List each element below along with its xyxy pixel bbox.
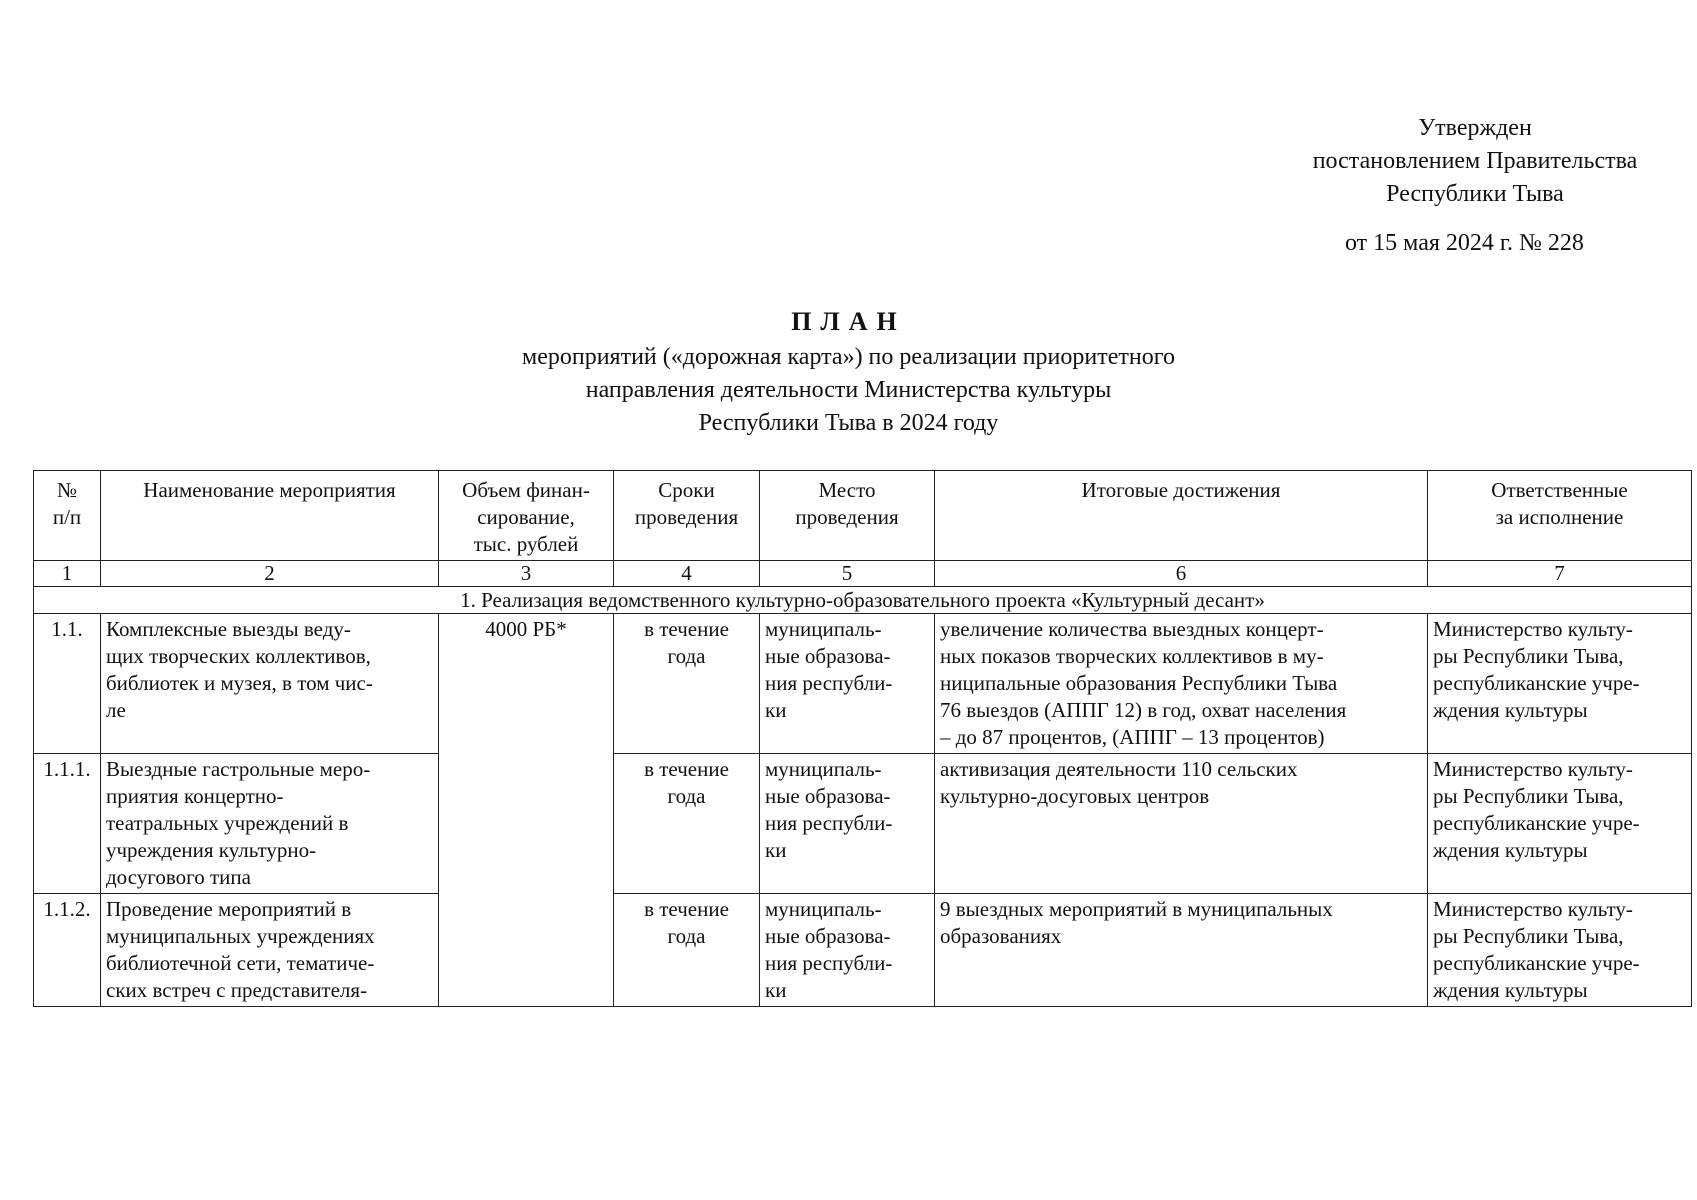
cell-line: тыс. рублей	[473, 532, 579, 556]
cell-line: сирование,	[477, 505, 575, 529]
cell-line: Комплексные выезды веду-	[106, 617, 351, 641]
cell-line: в течение	[644, 897, 729, 921]
column-number: 7	[1428, 561, 1692, 587]
row-responsible	[1428, 894, 1692, 1007]
cell-line: ния республи-	[765, 951, 893, 975]
cell-line: щих творческих коллективов,	[106, 644, 371, 668]
cell-line: учреждения культурно-	[106, 838, 317, 862]
cell-line: года	[667, 924, 706, 948]
cell-line: за исполнение	[1495, 505, 1624, 529]
cell-line: ры Республики Тыва,	[1433, 924, 1624, 948]
cell-line: муниципаль-	[765, 757, 882, 781]
cell-line: досугового типа	[106, 865, 251, 889]
cell-line: приятия концертно-	[106, 784, 284, 808]
cell-line: образованиях	[940, 924, 1062, 948]
table-row	[34, 614, 1692, 754]
section-row	[34, 587, 1692, 614]
header-place	[760, 471, 935, 561]
subtitle-line: Республики Тыва в 2024 году	[698, 410, 999, 436]
cell-line: ждения культуры	[1433, 838, 1588, 862]
cell-line: ры Республики Тыва,	[1433, 784, 1624, 808]
row-name	[101, 754, 439, 894]
cell-line: библиотек и музея, в том чис-	[106, 671, 373, 695]
table-row	[34, 894, 1692, 1007]
cell-line: года	[667, 644, 706, 668]
cell-line: – до 87 процентов, (АППГ – 13 процентов)	[940, 725, 1325, 749]
row-number: 1.1.	[34, 614, 101, 754]
row-place	[760, 754, 935, 894]
column-numbers-row	[34, 561, 1692, 587]
cell-line: Наименование мероприятия	[143, 478, 396, 502]
cell-line: Место	[818, 478, 876, 502]
table-row	[34, 754, 1692, 894]
cell-line: Министерство культу-	[1433, 897, 1633, 921]
cell-line: 76 выездов (АППГ 12) в год, охват населения	[940, 698, 1347, 722]
cell-line: библиотечной сети, тематиче-	[106, 951, 375, 975]
funding-cell: 4000 РБ*	[439, 614, 614, 1007]
row-responsible	[1428, 754, 1692, 894]
cell-line: республиканские учре-	[1433, 811, 1640, 835]
cell-line: в течение	[644, 617, 729, 641]
document-title: ПЛАН	[791, 307, 906, 336]
column-number: 1	[34, 561, 101, 587]
cell-line: ния республи-	[765, 671, 893, 695]
row-place	[760, 614, 935, 754]
cell-line: ждения культуры	[1433, 978, 1588, 1002]
table-header-row	[34, 471, 1692, 561]
cell-line: Выездные гастрольные меро-	[106, 757, 371, 781]
cell-line: республиканские учре-	[1433, 671, 1640, 695]
row-number: 1.1.2.	[34, 894, 101, 1007]
cell-line: №	[56, 478, 78, 502]
cell-line: ле	[106, 698, 126, 722]
row-number: 1.1.1.	[34, 754, 101, 894]
column-number: 4	[614, 561, 760, 587]
row-name	[101, 894, 439, 1007]
row-dates	[614, 894, 760, 1007]
header-responsible	[1428, 471, 1692, 561]
cell-line: Министерство культу-	[1433, 617, 1633, 641]
cell-line: года	[667, 784, 706, 808]
approval-line: Республики Тыва	[1386, 181, 1564, 207]
cell-line: в течение	[644, 757, 729, 781]
cell-line: ки	[765, 978, 787, 1002]
cell-line: культурно-досуговых центров	[940, 784, 1210, 808]
header-num	[34, 471, 101, 561]
cell-line: муниципаль-	[765, 897, 882, 921]
cell-line: Итоговые достижения	[1081, 478, 1281, 502]
cell-line: Проведение мероприятий в	[106, 897, 352, 921]
subtitle-line: мероприятий («дорожная карта») по реализации приоритетного	[522, 344, 1175, 370]
cell-line: ских встреч с представителя-	[106, 978, 368, 1002]
cell-line: республиканские учре-	[1433, 951, 1640, 975]
cell-line: Ответственные	[1491, 478, 1628, 502]
row-results	[935, 614, 1428, 754]
cell-line: ные образова-	[765, 644, 891, 668]
cell-line: ки	[765, 698, 787, 722]
cell-line: ных показов творческих коллективов в му-	[940, 644, 1324, 668]
cell-line: ниципальные образования Республики Тыва	[940, 671, 1338, 695]
cell-line: ные образова-	[765, 924, 891, 948]
row-results	[935, 894, 1428, 1007]
cell-line: п/п	[52, 505, 82, 529]
approval-block	[1240, 112, 1697, 211]
cell-line: ные образова-	[765, 784, 891, 808]
row-name	[101, 614, 439, 754]
column-number: 5	[760, 561, 935, 587]
cell-line: Министерство культу-	[1433, 757, 1633, 781]
column-number: 3	[439, 561, 614, 587]
row-dates	[614, 614, 760, 754]
column-number: 6	[935, 561, 1428, 587]
row-results	[935, 754, 1428, 894]
cell-line: проведения	[634, 505, 739, 529]
approval-line: постановлением Правительства	[1312, 148, 1638, 174]
document-subtitle	[0, 341, 1697, 440]
header-results	[935, 471, 1428, 561]
cell-line: муниципальных учреждениях	[106, 924, 375, 948]
cell-line: проведения	[795, 505, 899, 529]
cell-line: увеличение количества выездных концерт-	[940, 617, 1324, 641]
header-dates	[614, 471, 760, 561]
plan-table	[33, 470, 1692, 1007]
cell-line: ки	[765, 838, 787, 862]
cell-line: активизация деятельности 110 сельских	[940, 757, 1298, 781]
header-funding	[439, 471, 614, 561]
cell-line: Сроки	[658, 478, 715, 502]
cell-line: 9 выездных мероприятий в муниципальных	[940, 897, 1333, 921]
row-place	[760, 894, 935, 1007]
header-name	[101, 471, 439, 561]
row-responsible	[1428, 614, 1692, 754]
section-title: 1. Реализация ведомственного культурно-образовательного проекта «Культурный десант»	[34, 587, 1692, 614]
column-number: 2	[101, 561, 439, 587]
cell-line: ждения культуры	[1433, 698, 1588, 722]
cell-line: ры Республики Тыва,	[1433, 644, 1624, 668]
cell-line: муниципаль-	[765, 617, 882, 641]
cell-line: Объем финан-	[462, 478, 590, 502]
cell-line: театральных учреждений в	[106, 811, 349, 835]
subtitle-line: направления деятельности Министерства культуры	[585, 377, 1112, 403]
cell-line: ния республи-	[765, 811, 893, 835]
approval-date: от 15 мая 2024 г. № 228	[1345, 230, 1584, 256]
row-dates	[614, 754, 760, 894]
approval-line: Утвержден	[1418, 115, 1532, 141]
